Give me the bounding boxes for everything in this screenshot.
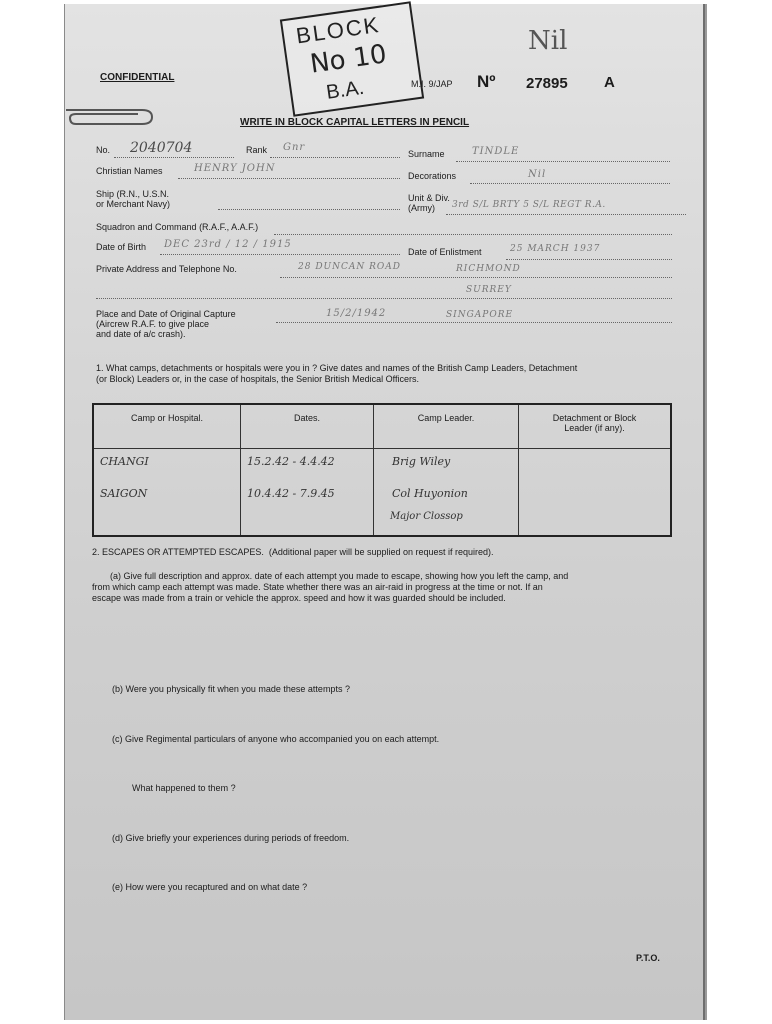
christian-names-label: Christian Names [96, 166, 163, 176]
camps-table-header [93, 404, 671, 449]
form-reference: M.I. 9/JAP [411, 79, 453, 89]
header-camp-leader: Camp Leader. [374, 404, 519, 449]
question-2d: (d) Give briefly your experiences during periods of freedom. [112, 833, 350, 843]
corner-mark: Nil [528, 26, 568, 56]
capture-label-1: Place and Date of Original Capture [96, 309, 236, 319]
enlistment-label: Date of Enlistment [408, 247, 482, 257]
stamp-line-2: No 10 [308, 39, 389, 80]
leader-row-3: Major Clossop [390, 511, 463, 522]
camp-row-1: CHANGI [100, 455, 149, 468]
confidential-label: CONFIDENTIAL [100, 72, 175, 83]
rank-value: Gnr [283, 142, 306, 153]
no-label: No. [96, 145, 111, 155]
number-label: Nº [477, 72, 496, 91]
escapes-heading: 2. ESCAPES OR ATTEMPTED ESCAPES. [92, 547, 264, 557]
block-stamp [280, 1, 424, 116]
question-1-line-1: 1. What camps, detachments or hospitals were you in ? Give dates and names of the British Camp Leaders, Detachment [96, 363, 578, 373]
escapes-note: (Additional paper will be supplied on request if required). [268, 547, 494, 557]
address-county: SURREY [466, 285, 512, 295]
surname-label: Surname [408, 149, 445, 159]
question-2a-line-1: (a) Give full description and approx. date of each attempt you made to escape, showing how you left the camp, and [110, 571, 569, 581]
form-suffix: A [604, 74, 615, 91]
camps-table [92, 403, 672, 537]
header-dates: Dates. [241, 404, 374, 449]
unit-value: 3rd S/L BRTY 5 S/L REGT R.A. [452, 200, 606, 210]
unit-label-1: Unit & Div. [408, 193, 450, 203]
table-row [93, 449, 671, 537]
question-2b: (b) Were you physically fit when you made these attempts ? [112, 684, 350, 694]
leader-row-2: Col Huyonion [392, 487, 468, 500]
stamp-line-1: BLOCK [294, 11, 382, 49]
camp-cell [93, 449, 241, 537]
question-2a-line-3: escape was made from a train or vehicle the approx. speed and how it was guarded should be included. [92, 593, 506, 603]
decorations-value: Nil [528, 169, 547, 180]
decorations-label: Decorations [408, 171, 457, 181]
surname-value: TINDLE [472, 146, 520, 157]
stamp-line-3: B.A. [324, 76, 366, 104]
header-detachment [519, 404, 672, 449]
leader-row-1: Brig Wiley [392, 455, 451, 468]
ship-label-2: or Merchant Navy) [96, 199, 171, 209]
capture-date: 15/2/1942 [326, 308, 387, 319]
unit-label-2: (Army) [408, 203, 435, 213]
address-label: Private Address and Telephone No. [96, 264, 237, 274]
dates-cell [241, 449, 374, 537]
form-number: 27895 [526, 75, 568, 92]
dates-row-1: 15.2.42 - 4.4.42 [247, 455, 335, 468]
address-value: 28 DUNCAN ROAD [298, 262, 401, 272]
question-2c: (c) Give Regimental particulars of anyone who accompanied you on each attempt. [112, 734, 440, 744]
question-2c-followup: What happened to them ? [132, 783, 236, 793]
enlistment-value: 25 MARCH 1937 [510, 244, 601, 254]
leader-cell [374, 449, 519, 537]
rank-label: Rank [246, 145, 268, 155]
header-detachment-line-1: Detachment or Block [552, 413, 637, 423]
question-1-line-2: (or Block) Leaders or, in the case of hospitals, the Senior British Medical Officers. [96, 374, 419, 384]
address-town: RICHMOND [456, 264, 521, 274]
ship-label-1: Ship (R.N., U.S.N. [96, 189, 170, 199]
camp-row-2: SAIGON [100, 487, 148, 500]
service-number: 2040704 [130, 140, 193, 156]
dob-value: DEC 23rd / 12 / 1915 [164, 239, 292, 250]
capture-label-2: (Aircrew R.A.F. to give place [96, 319, 210, 329]
detachment-cell [519, 449, 672, 537]
squadron-label: Squadron and Command (R.A.F., A.A.F.) [96, 222, 259, 232]
question-2e: (e) How were you recaptured and on what date ? [112, 882, 308, 892]
dates-row-2: 10.4.42 - 7.9.45 [247, 487, 335, 500]
paper-clip-icon [62, 104, 158, 130]
header-camp: Camp or Hospital. [93, 404, 241, 449]
question-2-heading [92, 547, 494, 557]
capture-place: SINGAPORE [446, 310, 514, 320]
christian-names-value: HENRY JOHN [194, 163, 276, 174]
header-detachment-line-2: Leader (if any). [564, 423, 625, 433]
capture-label-3: and date of a/c crash). [96, 329, 186, 339]
instruction: WRITE IN BLOCK CAPITAL LETTERS IN PENCIL [240, 117, 470, 128]
question-2a-line-2: from which camp each attempt was made. State whether there was an air-raid in progress at the time or not. If an [92, 582, 543, 592]
dob-label: Date of Birth [96, 242, 147, 252]
pto-label: P.T.O. [636, 953, 660, 963]
